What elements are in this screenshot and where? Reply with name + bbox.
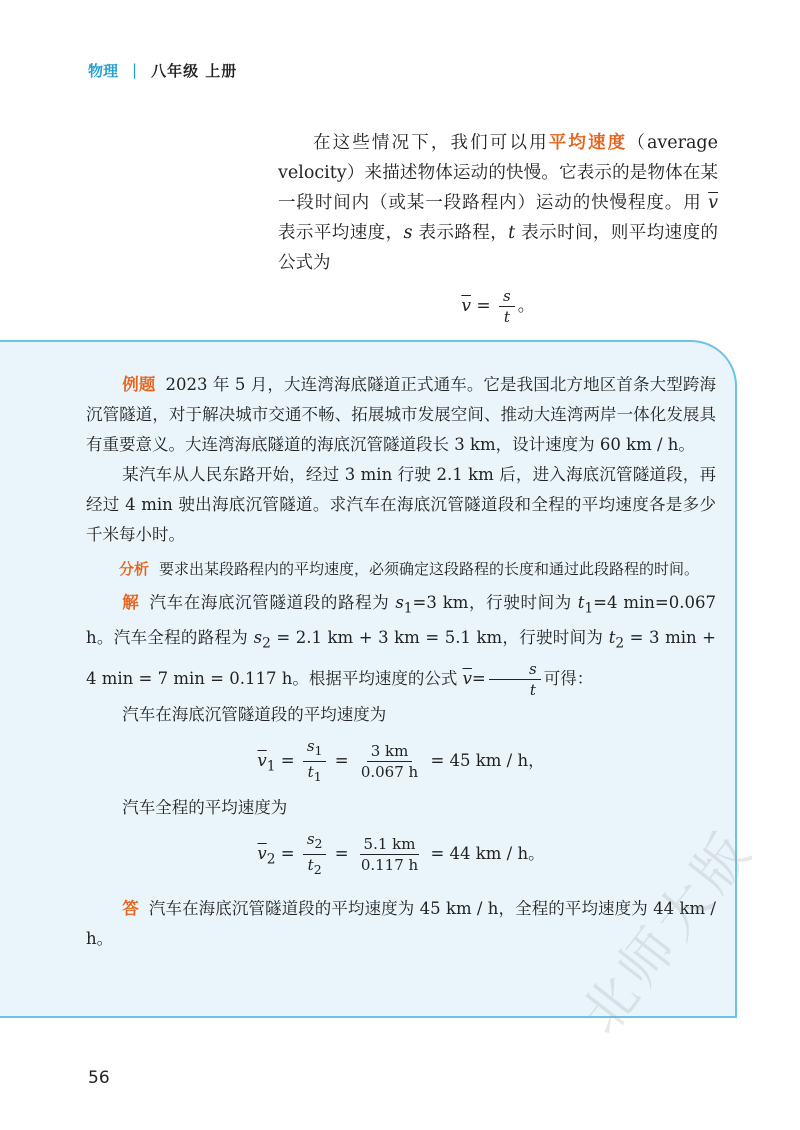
header-separator: | bbox=[132, 61, 138, 79]
sol-s2-sub: 2 bbox=[262, 635, 271, 652]
sol-text-d: = 2.1 km + 3 km = 5.1 km，行驶时间为 bbox=[270, 628, 609, 648]
eq2-den-2: 0.117 h bbox=[360, 855, 419, 874]
eq2-num-1 bbox=[303, 829, 327, 855]
eq1-num-2: 3 km bbox=[367, 741, 413, 762]
intro-text-1: 在这些情况下，我们可以用 bbox=[313, 133, 549, 153]
answer-text: 汽车在海底沉管隧道段的平均速度为 45 km / h，全程的平均速度为 44 km / h。 bbox=[86, 898, 716, 948]
sol-text-c: =4 min=0.067 h。汽车全程的路程为 bbox=[86, 593, 716, 648]
eq2-result: = 44 km / h。 bbox=[430, 843, 545, 863]
eq2-lhs-sub: 2 bbox=[266, 850, 276, 867]
solution-label: 解 bbox=[122, 593, 140, 612]
subject-label: 物理 bbox=[88, 61, 119, 80]
eq1-fraction-numeric bbox=[357, 741, 422, 782]
example-text-1: 2023 年 5 月，大连湾海底隧道正式通车。它是我国北方地区首条大型跨海沉管隧道，对于解决城市交通不畅、拓展城市发展空间、推动大连湾两岸一体化发展具有重要意义。大连湾海底隧道的海底沉管隧道段长 3 km，设计速度为 60 km / h。 bbox=[86, 375, 716, 454]
eq2-num1: s bbox=[306, 829, 315, 848]
intro-text-4: 表示路程， bbox=[412, 223, 509, 243]
eq2-fraction-symbolic bbox=[303, 829, 327, 880]
intro-text-5: 表示时间，则平均速度的公式为 bbox=[278, 223, 719, 273]
eq1-num1: s bbox=[306, 736, 315, 755]
sol-text-a: 汽车在海底沉管隧道段的路程为 bbox=[149, 593, 396, 612]
intro-section bbox=[278, 128, 719, 326]
eq1-den1: t bbox=[307, 762, 314, 781]
formula-denominator: t bbox=[503, 308, 510, 326]
average-velocity-formula bbox=[278, 286, 718, 327]
publisher-watermark: 北师大版 bbox=[568, 817, 767, 1046]
example-label: 例题 bbox=[122, 375, 156, 394]
sol-t1-sub: 1 bbox=[584, 600, 594, 617]
sol-s2: s bbox=[253, 628, 263, 648]
solution-paragraph bbox=[86, 588, 716, 700]
intro-paragraph bbox=[278, 128, 718, 278]
v-symbol: $\overline{v}$ bbox=[708, 193, 718, 213]
sol-s1-sub: 1 bbox=[403, 600, 413, 617]
eq2-den-1 bbox=[304, 855, 326, 880]
sol-formula-den: t bbox=[529, 680, 536, 699]
sol-text-f: 可得： bbox=[543, 668, 594, 688]
sol-formula-num: s bbox=[489, 659, 541, 680]
line-total-speed: 汽车全程的平均速度为 bbox=[122, 797, 288, 817]
formula-equals: = bbox=[476, 296, 491, 316]
intro-text-3: 表示平均速度， bbox=[278, 223, 404, 243]
formula-end: 。 bbox=[517, 296, 535, 316]
equation-1 bbox=[86, 736, 716, 787]
eq2-lhs: $\overline{v}$ bbox=[257, 843, 267, 863]
eq2-equals-2: = bbox=[334, 843, 349, 863]
formula-numerator: s bbox=[499, 286, 515, 307]
eq2-fraction-numeric bbox=[357, 834, 422, 875]
eq1-equals-2: = bbox=[334, 750, 349, 770]
eq2-equals-1: = bbox=[280, 843, 295, 863]
sol-formula-v: $\overline{v}$ bbox=[462, 668, 472, 688]
answer-label: 答 bbox=[122, 898, 139, 918]
intro-text-2: （average velocity）来描述物体运动的快慢。它表示的是物体在某一段时间内（或某一段路程内）运动的快慢程度。用 bbox=[278, 133, 718, 213]
eq1-den-2: 0.067 h bbox=[360, 762, 419, 781]
eq2-num-2: 5.1 km bbox=[360, 834, 420, 855]
eq1-den1-sub: 1 bbox=[313, 768, 322, 784]
eq1-equals-1: = bbox=[280, 750, 295, 770]
page-number: 56 bbox=[88, 1068, 110, 1088]
eq1-fraction-symbolic bbox=[303, 736, 327, 787]
eq2-num1-sub: 2 bbox=[314, 835, 323, 851]
eq1-lhs: $\overline{v}$ bbox=[257, 750, 267, 770]
sol-text-e: = 3 min + 4 min = 7 min = 0.117 h。根据平均速度的公式 bbox=[86, 628, 716, 688]
eq1-num-1 bbox=[303, 736, 327, 762]
example-content bbox=[86, 370, 716, 954]
sol-formula-fraction bbox=[489, 659, 541, 700]
sol-t2: t bbox=[608, 628, 616, 648]
eq2-den1-sub: 2 bbox=[313, 861, 322, 877]
s-symbol: s bbox=[403, 223, 413, 243]
term-average-velocity: 平均速度 bbox=[548, 133, 628, 153]
eq1-lhs-sub: 1 bbox=[266, 757, 276, 774]
eq2-den1: t bbox=[307, 855, 314, 874]
sol-t2-sub: 2 bbox=[615, 635, 625, 652]
example-paragraph-1 bbox=[86, 370, 716, 460]
formula-lhs: $\overline{v}$ bbox=[461, 296, 471, 316]
analysis-text: 要求出某段路程内的平均速度，必须确定这段路程的长度和通过此段路程的时间。 bbox=[159, 560, 700, 578]
sol-text-b: =3 km，行驶时间为 bbox=[412, 593, 578, 612]
equation-2 bbox=[86, 829, 716, 880]
grade-label: 八年级 上册 bbox=[151, 61, 238, 80]
analysis-paragraph bbox=[86, 554, 716, 584]
sol-t1: t bbox=[577, 593, 585, 612]
sol-s1: s bbox=[395, 593, 404, 612]
formula-fraction bbox=[499, 286, 515, 327]
example-paragraph-2: 某汽车从人民东路开始，经过 3 min 行驶 2.1 km 后，进入海底沉管隧道段，再经过 4 min 驶出海底沉管隧道。求汽车在海底沉管隧道段和全程的平均速度各是多少千米每小时。 bbox=[86, 465, 716, 544]
eq1-result: = 45 km / h， bbox=[430, 750, 545, 770]
page-header bbox=[88, 58, 237, 82]
eq1-den-1 bbox=[304, 762, 326, 787]
eq1-num1-sub: 1 bbox=[314, 742, 323, 758]
analysis-label: 分析 bbox=[119, 560, 150, 578]
t-symbol: t bbox=[508, 223, 516, 243]
sol-formula-eq: = bbox=[471, 668, 486, 688]
line-tunnel-speed: 汽车在海底沉管隧道段的平均速度为 bbox=[122, 704, 387, 724]
